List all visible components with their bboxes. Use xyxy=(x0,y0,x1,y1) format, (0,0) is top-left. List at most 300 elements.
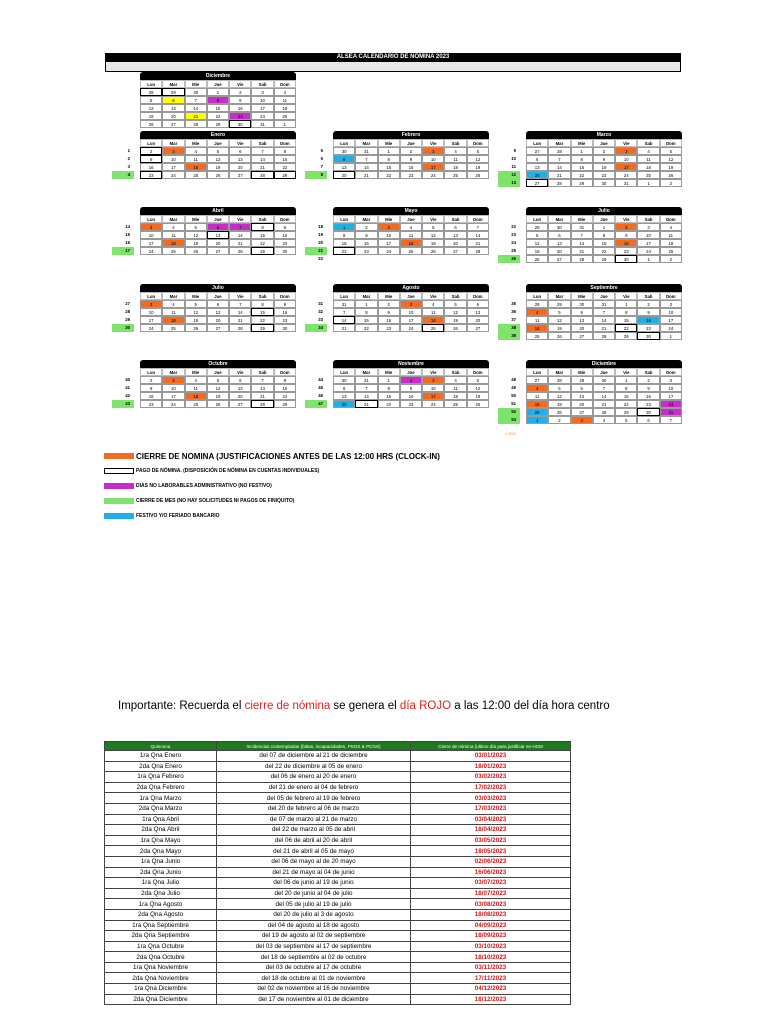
week-number: 6 xyxy=(320,156,323,161)
table-row xyxy=(105,856,571,867)
weekday-header: Mar xyxy=(162,80,184,88)
day-cell: 31 xyxy=(355,376,377,384)
day-cell: 21 xyxy=(229,239,251,247)
day-cell: 26 xyxy=(444,324,466,332)
quincena-cell: 2da Qna Noviembre xyxy=(105,973,217,984)
cierre-date-cell: 04/09/2023 xyxy=(411,920,571,931)
day-cell: 18 xyxy=(162,316,184,324)
day-cell: 28 xyxy=(593,408,615,416)
day-cell: 21 xyxy=(251,163,273,171)
day-cell: 18 xyxy=(400,239,422,247)
day-cell: 15 xyxy=(333,239,355,247)
week-number: 15 xyxy=(125,232,130,237)
incidencias-cell: del 03 de octubre al 17 de octubre xyxy=(217,962,411,973)
week-number: 50 xyxy=(511,393,516,398)
weekday-header: Dom xyxy=(660,139,682,147)
day-cell: 8 xyxy=(251,223,273,231)
day-cell: 23 xyxy=(637,400,659,408)
quincena-cell: 1ra Qna Febrero xyxy=(105,772,217,783)
day-cell: 22 xyxy=(571,171,593,179)
day-cell: 14 xyxy=(251,155,273,163)
day-cell: 27 xyxy=(548,255,570,263)
weekday-header: Sab xyxy=(444,292,466,300)
day-cell: 21 xyxy=(467,239,489,247)
day-cell: 3 xyxy=(660,300,682,308)
weekday-header: Vie xyxy=(229,292,251,300)
weekday-header: Mar xyxy=(162,215,184,223)
week-number: 38 xyxy=(498,324,520,332)
day-cell: 8 xyxy=(378,384,400,392)
day-cell: 5 xyxy=(548,308,570,316)
day-cell: 29 xyxy=(251,247,273,255)
week-number: 42 xyxy=(125,393,130,398)
day-cell: 13 xyxy=(333,392,355,400)
day-cell: 26 xyxy=(660,171,682,179)
day-cell: 7 xyxy=(185,96,207,104)
day-cell: 28 xyxy=(467,247,489,255)
cierre-date-cell: 18/12/2023 xyxy=(411,994,571,1005)
day-cell: 24 xyxy=(140,324,162,332)
day-cell: 2 xyxy=(378,300,400,308)
day-cell: 24 xyxy=(251,112,273,120)
incidencias-cell: del 18 de septiembre al 02 de octubre xyxy=(217,952,411,963)
day-cell: 7 xyxy=(333,308,355,316)
day-cell: 30 xyxy=(333,376,355,384)
day-cell: 18 xyxy=(422,316,444,324)
table-row xyxy=(105,803,571,814)
weekday-header: Mie xyxy=(571,292,593,300)
incidencias-cell: del 07 de diciembre al 21 de diciembre xyxy=(217,751,411,762)
day-cell: 1 xyxy=(637,179,659,187)
day-cell: 20 xyxy=(571,324,593,332)
day-cell: 22 xyxy=(207,112,229,120)
week-number: 5 xyxy=(320,148,323,153)
day-cell: 27 xyxy=(467,324,489,332)
weekday-header: Dom xyxy=(274,292,296,300)
day-cell: 8 xyxy=(251,300,273,308)
week-numbers xyxy=(498,376,520,424)
day-cell: 15 xyxy=(251,308,273,316)
day-cell: 19 xyxy=(207,163,229,171)
day-cell: 12 xyxy=(185,231,207,239)
notice-text-1: Importante: Recuerda el xyxy=(118,700,245,712)
day-cell: 14 xyxy=(467,231,489,239)
table-row xyxy=(105,984,571,995)
cierre-date-cell: 03/10/2023 xyxy=(411,941,571,952)
day-cell: 17 xyxy=(615,163,637,171)
day-cell: 16 xyxy=(637,316,659,324)
day-cell: 3 xyxy=(571,416,593,424)
day-cell: 31 xyxy=(333,300,355,308)
weekday-header: Lun xyxy=(526,292,548,300)
legend-item xyxy=(104,467,444,476)
cierre-date-cell: 18/08/2023 xyxy=(411,909,571,920)
week-number: 4 xyxy=(112,171,134,179)
day-cell: 9 xyxy=(229,96,251,104)
day-cell: 2 xyxy=(615,223,637,231)
day-cell: 13 xyxy=(444,231,466,239)
day-cell: 9 xyxy=(140,384,162,392)
day-cell: 25 xyxy=(444,400,466,408)
day-cell: 7 xyxy=(593,384,615,392)
quincena-cell: 2da Qna Enero xyxy=(105,761,217,772)
day-cell: 12 xyxy=(548,316,570,324)
day-cell: 19 xyxy=(422,239,444,247)
legend-label: CIERRE DE MES (NO HAY SOLICITUDES NI PAGOS DE FINIQUITO) xyxy=(136,498,295,504)
quincena-cell: 2da Qna Mayo xyxy=(105,846,217,857)
day-cell: 20 xyxy=(229,392,251,400)
weekday-header: Mie xyxy=(378,139,400,147)
day-cell: 20 xyxy=(207,239,229,247)
week-number: 51 xyxy=(511,401,516,406)
week-numbers xyxy=(112,300,134,332)
weekday-header: Sab xyxy=(444,139,466,147)
day-cell: 17 xyxy=(140,239,162,247)
day-cell: 22 xyxy=(378,171,400,179)
cierre-date-cell: 17/11/2023 xyxy=(411,973,571,984)
day-cell: 19 xyxy=(548,400,570,408)
day-cell: 8 xyxy=(333,231,355,239)
weekday-header: Mie xyxy=(378,368,400,376)
day-cell: 3 xyxy=(162,147,184,155)
table-row xyxy=(105,867,571,878)
weekday-header: Jue xyxy=(593,215,615,223)
day-cell: 25 xyxy=(444,171,466,179)
month-grid xyxy=(140,292,296,332)
day-cell: 19 xyxy=(526,247,548,255)
day-cell: 20 xyxy=(444,239,466,247)
incidencias-cell: del 22 de marzo al 05 de abril xyxy=(217,825,411,836)
day-cell: 30 xyxy=(229,120,251,128)
day-cell: 23 xyxy=(274,316,296,324)
legend-item xyxy=(104,512,444,521)
weekday-header: Jue xyxy=(400,215,422,223)
month-calendar xyxy=(526,131,682,187)
weekday-header: Dom xyxy=(660,292,682,300)
day-cell: 9 xyxy=(593,155,615,163)
day-cell: 16 xyxy=(355,239,377,247)
day-cell: 22 xyxy=(615,400,637,408)
day-cell: 6 xyxy=(333,155,355,163)
week-number: 8 xyxy=(305,171,327,179)
day-cell: 6 xyxy=(526,155,548,163)
day-cell: 1 xyxy=(333,223,355,231)
quincena-cell: 2da Qna Febrero xyxy=(105,782,217,793)
day-cell: 14 xyxy=(229,231,251,239)
table-row xyxy=(105,782,571,793)
month-calendar xyxy=(526,360,682,424)
week-numbers xyxy=(112,376,134,408)
day-cell: 12 xyxy=(526,239,548,247)
cierre-date-cell: 03/04/2023 xyxy=(411,814,571,825)
month-grid xyxy=(526,139,682,187)
weekday-header: Vie xyxy=(615,215,637,223)
day-cell: 7 xyxy=(355,155,377,163)
table-row xyxy=(105,931,571,942)
day-cell: 3 xyxy=(378,223,400,231)
weekday-header: Mar xyxy=(548,368,570,376)
month-grid xyxy=(526,292,682,340)
day-cell: 23 xyxy=(140,171,162,179)
day-cell: 28 xyxy=(251,171,273,179)
day-cell: 31 xyxy=(593,300,615,308)
day-cell: 24 xyxy=(637,247,659,255)
quincena-cell: 1ra Qna Junio xyxy=(105,856,217,867)
month-title: Octubre xyxy=(140,360,296,368)
day-cell: 9 xyxy=(637,308,659,316)
table-row xyxy=(105,973,571,984)
day-cell: 5 xyxy=(207,147,229,155)
weekday-header: Vie xyxy=(229,368,251,376)
day-cell: 4 xyxy=(422,300,444,308)
day-cell: 1 xyxy=(526,416,548,424)
weekday-header: Mar xyxy=(548,292,570,300)
day-cell: 26 xyxy=(207,171,229,179)
day-cell: 30 xyxy=(637,332,659,340)
day-cell: 10 xyxy=(400,308,422,316)
day-cell: 28 xyxy=(571,255,593,263)
day-cell: 8 xyxy=(615,384,637,392)
weekday-header: Jue xyxy=(400,292,422,300)
day-cell: 12 xyxy=(548,392,570,400)
week-number: 16 xyxy=(125,240,130,245)
day-cell: 21 xyxy=(593,324,615,332)
incidencias-cell: del 06 de enero al 20 de enero xyxy=(217,772,411,783)
table-row xyxy=(105,952,571,963)
day-cell: 28 xyxy=(593,332,615,340)
weekday-header: Mar xyxy=(548,215,570,223)
day-cell: 20 xyxy=(333,400,355,408)
table-row xyxy=(105,962,571,973)
week-number: 39 xyxy=(498,332,520,340)
week-number: 2 xyxy=(127,156,130,161)
legend-swatch xyxy=(104,513,134,519)
day-cell: 31 xyxy=(355,147,377,155)
day-cell: 14 xyxy=(571,239,593,247)
week-number: 10 xyxy=(511,156,516,161)
day-cell: 3 xyxy=(660,376,682,384)
day-cell: 19 xyxy=(185,316,207,324)
day-cell: 7 xyxy=(229,223,251,231)
day-cell: 11 xyxy=(526,316,548,324)
weekday-header: Lun xyxy=(333,215,355,223)
month-title: Abril xyxy=(140,207,296,215)
weekday-header: Mie xyxy=(378,215,400,223)
day-cell: 15 xyxy=(615,392,637,400)
weekday-header: Mie xyxy=(185,368,207,376)
week-number: 3 xyxy=(127,164,130,169)
day-cell: 23 xyxy=(378,324,400,332)
day-cell: 15 xyxy=(571,163,593,171)
month-grid xyxy=(140,368,296,408)
day-cell: 6 xyxy=(333,384,355,392)
cierre-date-cell: 03/08/2023 xyxy=(411,899,571,910)
day-cell: 20 xyxy=(548,247,570,255)
day-cell: 19 xyxy=(660,163,682,171)
day-cell: 23 xyxy=(274,239,296,247)
day-cell: 18 xyxy=(444,392,466,400)
month-calendar xyxy=(140,360,296,408)
day-cell: 10 xyxy=(162,155,184,163)
day-cell: 6 xyxy=(467,300,489,308)
incidencias-cell: del 20 de junio al 04 de julio xyxy=(217,888,411,899)
table-row xyxy=(105,793,571,804)
weekday-header: Sab xyxy=(637,368,659,376)
day-cell: 6 xyxy=(162,96,184,104)
day-cell: 27 xyxy=(207,247,229,255)
day-cell: 11 xyxy=(637,155,659,163)
day-cell: 22 xyxy=(251,239,273,247)
month-calendar xyxy=(333,207,489,255)
day-cell: 30 xyxy=(615,255,637,263)
month-calendar xyxy=(140,131,296,179)
day-cell: 3 xyxy=(637,223,659,231)
day-cell: 28 xyxy=(548,147,570,155)
weekday-header: Jue xyxy=(593,139,615,147)
day-cell: 13 xyxy=(333,163,355,171)
week-number: 32 xyxy=(318,309,323,314)
month-title: Mayo xyxy=(333,207,489,215)
weekday-header: Dom xyxy=(274,215,296,223)
day-cell: 18 xyxy=(526,400,548,408)
day-cell: 23 xyxy=(229,112,251,120)
day-cell: 4 xyxy=(660,223,682,231)
weekday-header: Mar xyxy=(355,215,377,223)
week-number: 27 xyxy=(125,301,130,306)
day-cell: 2 xyxy=(355,223,377,231)
day-cell: 28 xyxy=(229,247,251,255)
month-calendar xyxy=(140,284,296,332)
legend-swatch xyxy=(104,468,134,474)
day-cell: 25 xyxy=(422,324,444,332)
day-cell: 5 xyxy=(548,384,570,392)
week-numbers xyxy=(305,223,327,263)
table-row xyxy=(105,994,571,1005)
day-cell: 8 xyxy=(207,96,229,104)
day-cell: 14 xyxy=(593,316,615,324)
day-cell: 16 xyxy=(378,316,400,324)
quincena-cell: 1ra Qna Agosto xyxy=(105,899,217,910)
day-cell: 7 xyxy=(467,223,489,231)
legend-swatch xyxy=(104,483,134,489)
day-cell: 14 xyxy=(229,308,251,316)
month-grid xyxy=(333,215,489,255)
week-number: 48 xyxy=(511,377,516,382)
weekday-header: Mie xyxy=(185,215,207,223)
weekday-header: Vie xyxy=(422,368,444,376)
day-cell: 4 xyxy=(444,147,466,155)
week-number: 1 xyxy=(127,148,130,153)
weekday-header: Jue xyxy=(400,368,422,376)
day-cell: 2 xyxy=(400,376,422,384)
day-cell: 27 xyxy=(229,171,251,179)
day-cell: 24 xyxy=(162,171,184,179)
day-cell: 15 xyxy=(615,316,637,324)
day-cell: 5 xyxy=(526,231,548,239)
weekday-header: Sab xyxy=(637,292,659,300)
day-cell: 6 xyxy=(207,223,229,231)
day-cell: 27 xyxy=(229,400,251,408)
day-cell: 3 xyxy=(400,300,422,308)
day-cell: 8 xyxy=(378,155,400,163)
day-cell: 6 xyxy=(548,231,570,239)
weekday-header: Jue xyxy=(593,292,615,300)
week-number: 34 xyxy=(305,324,327,332)
weekday-header: Mie xyxy=(571,368,593,376)
day-cell: 8 xyxy=(615,308,637,316)
notice-text-2: se genera el xyxy=(330,700,400,712)
day-cell: 3 xyxy=(422,147,444,155)
week-number: 49 xyxy=(511,385,516,390)
day-cell: 2 xyxy=(140,147,162,155)
month-grid xyxy=(526,368,682,424)
table-row xyxy=(105,878,571,889)
day-cell: 20 xyxy=(207,316,229,324)
weekday-header: Lun xyxy=(526,368,548,376)
weekday-header: Dom xyxy=(467,139,489,147)
day-cell: 18 xyxy=(660,239,682,247)
weekday-header: Lun xyxy=(140,80,162,88)
day-cell: 27 xyxy=(207,324,229,332)
day-cell: 5 xyxy=(444,300,466,308)
day-cell: 22 xyxy=(355,324,377,332)
day-cell: 6 xyxy=(571,384,593,392)
day-cell: 29 xyxy=(615,332,637,340)
day-cell: 5 xyxy=(422,223,444,231)
weekday-header: Vie xyxy=(422,292,444,300)
day-cell: 20 xyxy=(333,171,355,179)
day-cell: 27 xyxy=(444,247,466,255)
incidencias-cell: del 21 de abril al 05 de mayo xyxy=(217,846,411,857)
day-cell: 6 xyxy=(444,223,466,231)
weekday-header: Sab xyxy=(637,215,659,223)
day-cell: 17 xyxy=(251,104,273,112)
day-cell: 3 xyxy=(615,147,637,155)
day-cell: 10 xyxy=(660,308,682,316)
month-calendar xyxy=(140,72,296,128)
day-cell: 15 xyxy=(274,155,296,163)
day-cell: 29 xyxy=(207,120,229,128)
week-number: 22 xyxy=(318,256,323,261)
day-cell: 16 xyxy=(400,392,422,400)
day-cell: 2 xyxy=(660,255,682,263)
incidencias-cell: del 06 de mayo al de 20 mayo xyxy=(217,856,411,867)
day-cell: 16 xyxy=(229,104,251,112)
important-notice xyxy=(118,700,610,712)
day-cell: 11 xyxy=(185,384,207,392)
month-calendar xyxy=(526,207,682,263)
weekday-header: Mar xyxy=(162,292,184,300)
day-cell: 1 xyxy=(615,300,637,308)
day-cell: 12 xyxy=(660,155,682,163)
cierre-date-cell: 03/11/2023 xyxy=(411,962,571,973)
day-cell: 12 xyxy=(207,155,229,163)
incidencias-cell: del 06 de junio al 19 de junio xyxy=(217,878,411,889)
incidencias-cell: del 19 de agosto al 02 de septiembre xyxy=(217,931,411,942)
day-cell: 11 xyxy=(400,231,422,239)
day-cell: 19 xyxy=(444,316,466,324)
day-cell: 28 xyxy=(548,179,570,187)
day-cell: 31 xyxy=(251,120,273,128)
day-cell: 3 xyxy=(140,223,162,231)
weekday-header: Lun xyxy=(333,368,355,376)
week-numbers xyxy=(305,300,327,332)
day-cell: 16 xyxy=(274,231,296,239)
quincena-cell: 1ra Qna Octubre xyxy=(105,941,217,952)
weekday-header: Vie xyxy=(422,215,444,223)
weekday-header: Mie xyxy=(185,139,207,147)
weekday-header: Lun xyxy=(333,139,355,147)
